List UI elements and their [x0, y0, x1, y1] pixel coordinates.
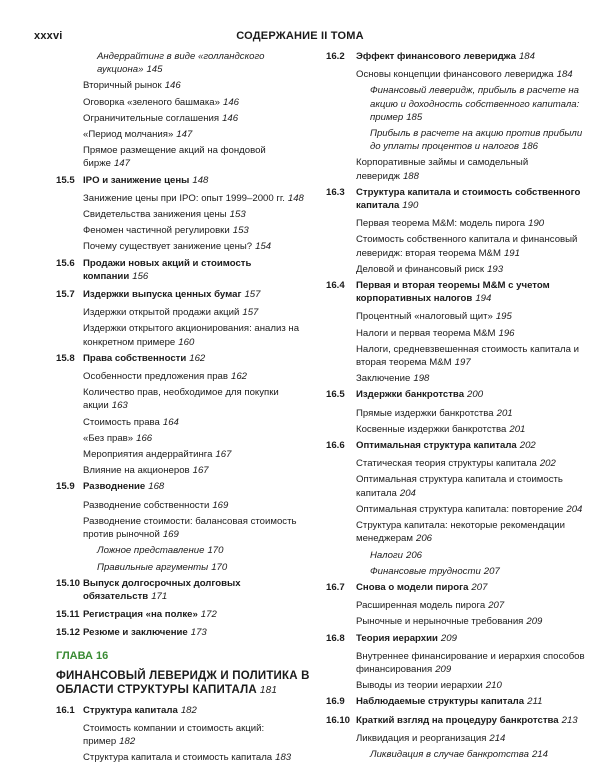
toc-list-left [56, 50, 312, 640]
toc-subsubentry [56, 544, 312, 557]
page-ref: 153 [232, 225, 249, 237]
page-ref: 202 [539, 458, 556, 470]
entry-title: Андеррайтинг в виде «голландского аукциона» [97, 51, 265, 76]
section-title [326, 632, 588, 645]
page-ref: 211 [527, 696, 543, 708]
page-ref: 164 [162, 416, 179, 428]
page-ref: 194 [475, 293, 492, 305]
section-title [56, 288, 312, 301]
section-number: 16.1 [56, 704, 75, 716]
section-title-text: Снова о модели пирога [356, 581, 469, 593]
section-title [326, 186, 588, 212]
page-ref: 206 [405, 549, 422, 561]
page-ref: 170 [207, 545, 224, 557]
page-ref: 214 [489, 732, 506, 744]
toc-subentry [56, 144, 312, 170]
toc-subentry [326, 327, 588, 340]
page-ref: 167 [215, 449, 232, 461]
entry-title: Основы концепции финансового левериджа [356, 69, 554, 81]
page-ref: 162 [231, 371, 248, 383]
section-number: 16.6 [326, 440, 345, 452]
toc-subentry [56, 79, 312, 92]
toc-section [326, 279, 588, 305]
entry-title: Финансовый леверидж, прибыль в расчете на акцию и доходность собственного капитала: пример [370, 85, 580, 123]
toc-section [326, 50, 588, 63]
page-ref: 147 [176, 129, 193, 141]
page-ref: 188 [402, 170, 419, 182]
section-title [56, 352, 312, 365]
toc-subentry [56, 515, 312, 541]
entry-title: Прибыль в расчете на акцию против прибыли до уплаты процентов и налогов [370, 128, 583, 153]
toc-subentry [56, 306, 312, 319]
page-ref: 146 [222, 112, 239, 124]
section-title [56, 257, 312, 283]
entry-title: Статическая теория структуры капитала [356, 458, 537, 470]
toc-section [56, 257, 312, 283]
toc-subentry [56, 416, 312, 429]
section-number: 15.11 [56, 609, 80, 621]
section-title-text: Теория иерархии [356, 632, 438, 644]
page-ref: 204 [566, 503, 583, 515]
entry-title: Оптимальная структура капитала: повторение [356, 503, 564, 515]
entry-title: Ограничительные соглашения [83, 112, 220, 124]
page-ref: 173 [190, 627, 207, 639]
toc-subentry [56, 208, 312, 221]
entry-title: Стоимость собственного капитала и финансовый леверидж: вторая теорема M&M [356, 234, 578, 259]
chapter-title [56, 669, 312, 698]
page-ref: 171 [151, 590, 168, 602]
toc-section [56, 352, 312, 365]
toc-column-left [56, 50, 312, 768]
toc-subentry [56, 751, 312, 764]
section-title [326, 279, 588, 305]
toc-subentry [56, 96, 312, 109]
toc-section [326, 439, 588, 452]
toc-list-right [326, 50, 588, 761]
section-number: 16.2 [326, 51, 345, 62]
page-ref: 167 [192, 465, 209, 477]
page-ref: 145 [146, 64, 163, 76]
page-ref: 186 [522, 141, 539, 153]
section-title [56, 626, 312, 639]
section-number: 16.8 [326, 632, 345, 644]
page-ref: 170 [211, 561, 228, 573]
entry-title: Свидетельства занижения цены [83, 209, 227, 221]
section-number: 16.7 [326, 581, 345, 593]
toc-subentry [56, 128, 312, 141]
toc-subentry [56, 192, 312, 205]
page-ref: 162 [189, 352, 206, 364]
entry-title: Процентный «налоговый щит» [356, 311, 493, 323]
section-number: 15.6 [56, 257, 75, 269]
entry-title: Корпоративные займы и самодельный леверидж [356, 157, 529, 182]
page-ref: 182 [180, 704, 197, 716]
page-ref: 209 [435, 663, 452, 675]
toc-section [326, 632, 588, 645]
toc-section [56, 608, 312, 621]
page-ref: 191 [503, 247, 520, 259]
section-number: 15.10 [56, 577, 81, 589]
toc-subentry [326, 732, 588, 745]
toc-subentry [326, 473, 588, 499]
toc-subentry [326, 615, 588, 628]
chapter-page: 181 [259, 684, 278, 696]
entry-title: «Без прав» [83, 432, 134, 444]
section-title-text: Оптимальная структура капитала [356, 440, 517, 452]
toc-subsubentry [326, 84, 588, 124]
toc-subentry [326, 372, 588, 385]
entry-title: Вторичный рынок [83, 80, 162, 92]
entry-title: Деловой и финансовый риск [356, 263, 485, 275]
toc-subentry [56, 722, 312, 748]
page-ref: 209 [440, 632, 457, 644]
entry-title: Налоги, средневзвешенная стоимость капитала и вторая теорема M&M [356, 343, 579, 369]
section-title [56, 480, 312, 493]
entry-title: Стоимость права [83, 416, 160, 428]
toc-subentry [56, 370, 312, 383]
chapter-title-text: ФИНАНСОВЫЙ ЛЕВЕРИДЖ И ПОЛИТИКА В ОБЛАСТИ СТРУКТУРЫ КАПИТАЛА [56, 669, 310, 696]
toc-subsubentry [326, 127, 588, 153]
toc-subentry [326, 68, 588, 81]
page-ref: 148 [287, 192, 304, 204]
toc-subentry [326, 503, 588, 516]
entry-title: Рыночные и нерыночные требования [356, 616, 524, 628]
entry-title: Количество прав, необходимое для покупки акции [83, 387, 279, 412]
toc-subentry [56, 448, 312, 461]
page-ref: 198 [413, 373, 430, 385]
section-title-text: Выпуск долгосрочных долговых обязательств [83, 577, 241, 602]
section-number: 16.10 [326, 714, 351, 726]
page-ref: 184 [518, 51, 535, 62]
page-ref: 207 [471, 581, 488, 593]
section-title [56, 608, 312, 621]
page-ref: 146 [164, 80, 181, 92]
entry-title: Ликвидация и реорганизация [356, 732, 487, 744]
page-ref: 148 [192, 174, 209, 186]
entry-title: Структура капитала и стоимость капитала [83, 752, 273, 764]
section-title [326, 388, 588, 401]
toc-subentry [56, 240, 312, 253]
page-number: xxxvi [34, 30, 63, 42]
page-ref: 210 [485, 680, 502, 692]
toc-column-right [326, 50, 588, 764]
section-number: 15.9 [56, 481, 75, 493]
toc-section [326, 695, 588, 708]
entry-title: Феномен частичной регулировки [83, 225, 230, 237]
entry-title: Стоимость компании и стоимость акций: пример [83, 722, 265, 748]
section-title [326, 439, 588, 452]
section-number: 15.8 [56, 352, 75, 364]
page-ref: 213 [561, 714, 578, 726]
page-ref: 157 [244, 289, 261, 301]
toc-section [56, 626, 312, 639]
entry-title: Влияние на акционеров [83, 465, 190, 477]
page-ref: 193 [487, 263, 504, 275]
entry-title: Финансовые трудности [370, 565, 481, 577]
page-ref: 207 [483, 565, 500, 577]
running-header [34, 30, 566, 46]
entry-title: Занижение цены при IPO: опыт 1999–2000 гг. [83, 192, 285, 204]
page-ref: 195 [495, 311, 512, 323]
entry-title: Выводы из теории иерархии [356, 680, 483, 692]
section-title [326, 581, 588, 594]
page-ref: 196 [498, 327, 515, 339]
section-number: 15.12 [56, 627, 81, 639]
entry-title: Косвенные издержки банкротства [356, 423, 507, 435]
section-title-text: Регистрация «на полке» [83, 609, 198, 621]
entry-title: Мероприятия андеррайтинга [83, 449, 213, 461]
page-ref: 185 [406, 111, 423, 123]
section-title-text: Издержки выпуска ценных бумаг [83, 289, 242, 301]
entry-title: Разводнение стоимости: балансовая стоимость против рыночной [83, 515, 297, 541]
section-title-text: Первая и вторая теоремы M&M с учетом корпоративных налогов [356, 280, 550, 305]
entry-title: Заключение [356, 373, 411, 385]
page-ref: 202 [519, 440, 536, 452]
entry-title: Прямое размещение акций на фондовой бирже [83, 145, 266, 170]
entry-title: Оптимальная структура капитала и стоимость капитала [356, 474, 563, 499]
page-ref: 156 [132, 270, 149, 282]
page-ref: 190 [528, 218, 545, 230]
section-number: 15.7 [56, 289, 75, 301]
section-title [326, 714, 588, 727]
page-ref: 163 [111, 400, 128, 412]
entry-title: Особенности предложения прав [83, 371, 228, 383]
entry-title: Издержки открытой продажи акций [83, 307, 240, 319]
toc-subentry [326, 650, 588, 676]
toc-subentry [326, 423, 588, 436]
section-title-text: Резюме и заключение [83, 627, 188, 639]
toc-subentry [326, 679, 588, 692]
toc-subsubentry [326, 549, 588, 562]
chapter-label: ГЛАВА 16 [56, 649, 109, 662]
toc-subentry [56, 386, 312, 412]
running-title: СОДЕРЖАНИЕ II ТОМА [236, 30, 364, 42]
page-ref: 166 [136, 432, 153, 444]
page-ref: 169 [162, 529, 179, 541]
entry-title: Внутреннее финансирование и иерархия способов финансирования [356, 650, 585, 675]
toc-section [56, 704, 312, 717]
entry-title: Почему существует занижение цены? [83, 241, 253, 253]
toc-subentry [326, 156, 588, 182]
toc-subentry [326, 310, 588, 323]
page-ref: 168 [148, 481, 165, 493]
page-ref: 153 [229, 209, 246, 221]
entry-title: Структура капитала: некоторые рекомендации менеджерам [356, 520, 565, 545]
section-title-text: Права собственности [83, 352, 187, 364]
section-title-text: IPO и занижение цены [83, 174, 190, 186]
toc-subentry [56, 432, 312, 445]
section-title-text: Издержки банкротства [356, 389, 465, 401]
page-ref: 182 [119, 736, 136, 748]
entry-title: Расширенная модель пирога [356, 600, 486, 612]
toc-subentry [326, 457, 588, 470]
entry-title: Ликвидация в случае банкротства [370, 748, 529, 760]
toc-subentry [326, 343, 588, 369]
toc-subentry [326, 233, 588, 259]
toc-section [56, 288, 312, 301]
page-ref: 183 [275, 752, 292, 764]
section-title-text: Продажи новых акций и стоимость компании [83, 257, 252, 282]
page-ref: 160 [178, 336, 195, 348]
section-title-text: Структура капитала [83, 704, 178, 716]
page-ref: 190 [402, 200, 419, 212]
page-ref: 201 [496, 407, 513, 419]
section-number: 16.5 [326, 389, 345, 401]
section-title [56, 704, 312, 717]
toc-section [326, 714, 588, 727]
entry-title: Первая теорема M&M: модель пирога [356, 218, 526, 230]
entry-title: Правильные аргументы [97, 561, 209, 573]
entry-title: Издержки открытого акционирования: анализ на конкретном примере [83, 323, 300, 348]
toc-section [326, 186, 588, 212]
page-ref: 172 [200, 609, 217, 621]
page-ref: 154 [255, 241, 272, 253]
entry-title: Налоги и первая теорема M&M [356, 327, 496, 339]
toc-subentry [326, 407, 588, 420]
toc-subentry [56, 322, 312, 348]
section-title [56, 577, 312, 603]
page-ref: 197 [454, 357, 471, 369]
page-ref: 184 [556, 69, 573, 81]
toc-subentry [326, 217, 588, 230]
entry-title: Ложное представление [97, 545, 205, 557]
entry-title: Оговорка «зеленого башмака» [83, 96, 220, 108]
page-ref: 204 [399, 487, 416, 499]
entry-title: Разводнение собственности [83, 499, 210, 511]
page-ref: 169 [212, 499, 229, 511]
section-title-text: Наблюдаемые структуры капитала [356, 696, 525, 708]
page-ref: 214 [531, 748, 548, 760]
section-title-text: Эффект финансового левериджа [356, 51, 516, 62]
page-ref: 146 [222, 96, 239, 108]
section-title-text: Структура капитала и стоимость собственного капитала [356, 186, 581, 212]
page-ref: 209 [526, 616, 543, 628]
entry-title: Прямые издержки банкротства [356, 407, 494, 419]
toc-section [56, 577, 312, 603]
page-ref: 200 [467, 389, 484, 401]
toc-subsubentry [56, 561, 312, 574]
toc-list-left-after [56, 704, 312, 765]
section-title-text: Разводнение [83, 481, 146, 493]
page-ref: 147 [113, 158, 130, 170]
section-number: 16.3 [326, 186, 345, 198]
toc-subentry [56, 499, 312, 512]
toc-subentry [326, 519, 588, 545]
section-number: 16.9 [326, 696, 345, 708]
toc-subentry [56, 464, 312, 477]
page-ref: 207 [488, 600, 505, 612]
toc-subentry [326, 599, 588, 612]
entry-title: Налоги [370, 549, 403, 561]
toc-subentry [56, 112, 312, 125]
section-title [326, 695, 588, 708]
toc-section [56, 174, 312, 187]
toc-section [326, 581, 588, 594]
section-title [56, 174, 312, 187]
page-ref: 201 [509, 423, 526, 435]
page-ref: 157 [242, 307, 259, 319]
toc-section [56, 480, 312, 493]
section-title [326, 50, 588, 63]
section-number: 16.4 [326, 280, 345, 292]
toc-subsubentry [56, 50, 312, 76]
toc-subentry [326, 263, 588, 276]
section-title-text: Краткий взгляд на процедуру банкротства [356, 714, 559, 726]
page-ref: 206 [415, 533, 432, 545]
section-number: 15.5 [56, 174, 75, 186]
entry-title: «Период молчания» [83, 129, 174, 141]
toc-subsubentry [326, 565, 588, 578]
toc-subentry [56, 224, 312, 237]
toc-section [326, 388, 588, 401]
